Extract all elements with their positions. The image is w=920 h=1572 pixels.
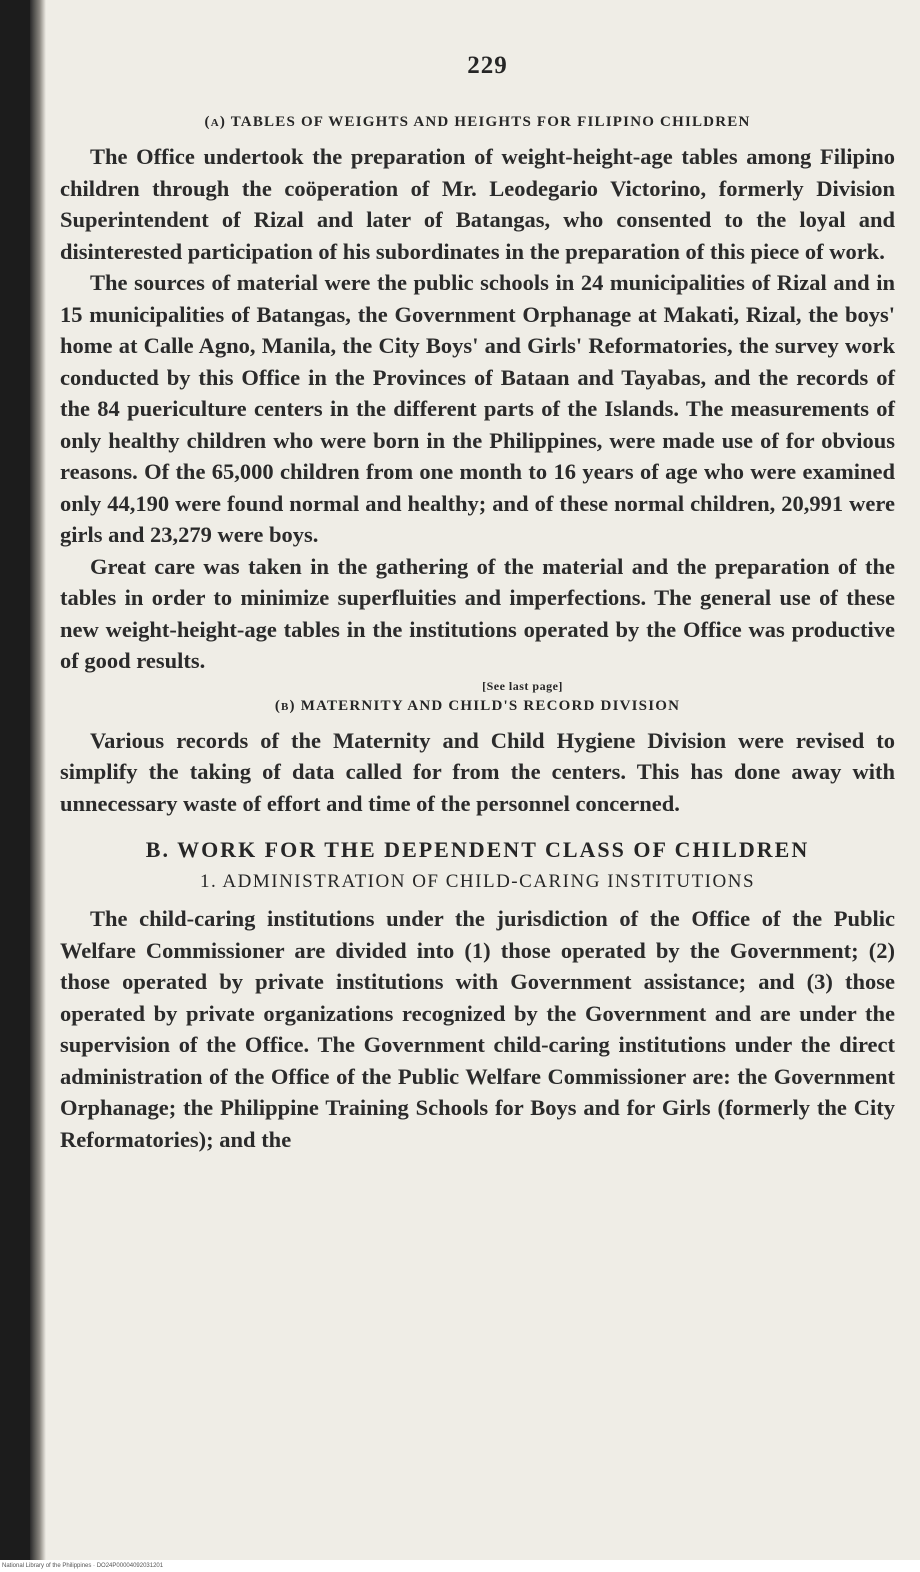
page-number: 229	[467, 52, 508, 79]
scan-footer: National Library of the Philippines · DO24P00004092031201	[0, 1560, 920, 1572]
page-binding-shadow	[30, 0, 46, 1560]
section-a-paragraph-3: Great care was taken in the gathering of the material and the preparation of the tables in order to minimize superfluities and imperfections. The general use of these new weight-height-age tables in the institutions operated by the Office was productive of good results.	[60, 553, 895, 673]
page-content	[60, 52, 895, 1155]
see-last-page-note: [See last page]	[482, 678, 563, 693]
section-a-heading: (a) TABLES OF WEIGHTS AND HEIGHTS FOR FILIPINO CHILDREN	[204, 114, 751, 130]
subsection-1-paragraph: The child-caring institutions under the jurisdiction of the Office of the Public Welfare Commissioner are divided into (1) those operated by the Government; (2) those operated by private institutions with Government assistance; and (3) those operated by private organizations recognized by the Government and are under the supervision of the Office. The Government child-caring institutions under the direct administration of the Office of the Public Welfare Commissioner are: the Government Orphanage; the Philippine Training Schools for Boys and for Girls (formerly the City Reformatories); and the	[60, 906, 895, 1152]
scanned-page	[30, 0, 920, 1560]
section-a-paragraph-2: The sources of material were the public schools in 24 municipalities of Rizal and in 15 municipalities of Batangas, the Government Orphanage at Makati, Rizal, the boys' home at Calle Agno, Manila, the City Boys' and Girls' Reformatories, the survey work conducted by this Office in the Provinces of Bataan and Tayabas, and the records of the 84 puericulture centers in the different parts of the Islands. The measurements of only healthy children who were born in the Philippines, were made use of for obvious reasons. Of the 65,000 children from one month to 16 years of age who were examined only 44,190 were found normal and healthy; and of these normal children, 20,991 were girls and 23,279 were boys.	[60, 270, 895, 547]
section-a-paragraph-1: The Office undertook the preparation of weight-height-age tables among Filipino children through the coöperation of Mr. Leodegario Victorino, formerly Division Superintendent of Rizal and later of Batangas, who consented to the loyal and disinterested participation of his subordinates in the preparation of this piece of work.	[60, 144, 895, 264]
subsection-1-heading: 1. ADMINISTRATION OF CHILD-CARING INSTITUTIONS	[199, 871, 756, 892]
section-b-heading: (b) MATERNITY AND CHILD'S RECORD DIVISION	[274, 697, 681, 714]
section-b-paragraph: Various records of the Maternity and Child Hygiene Division were revised to simplify the taking of data called for from the centers. This has done away with unnecessary waste of effort and time of the personnel concerned.	[60, 727, 895, 816]
part-b-heading: B. WORK FOR THE DEPENDENT CLASS OF CHILDREN	[145, 837, 810, 862]
